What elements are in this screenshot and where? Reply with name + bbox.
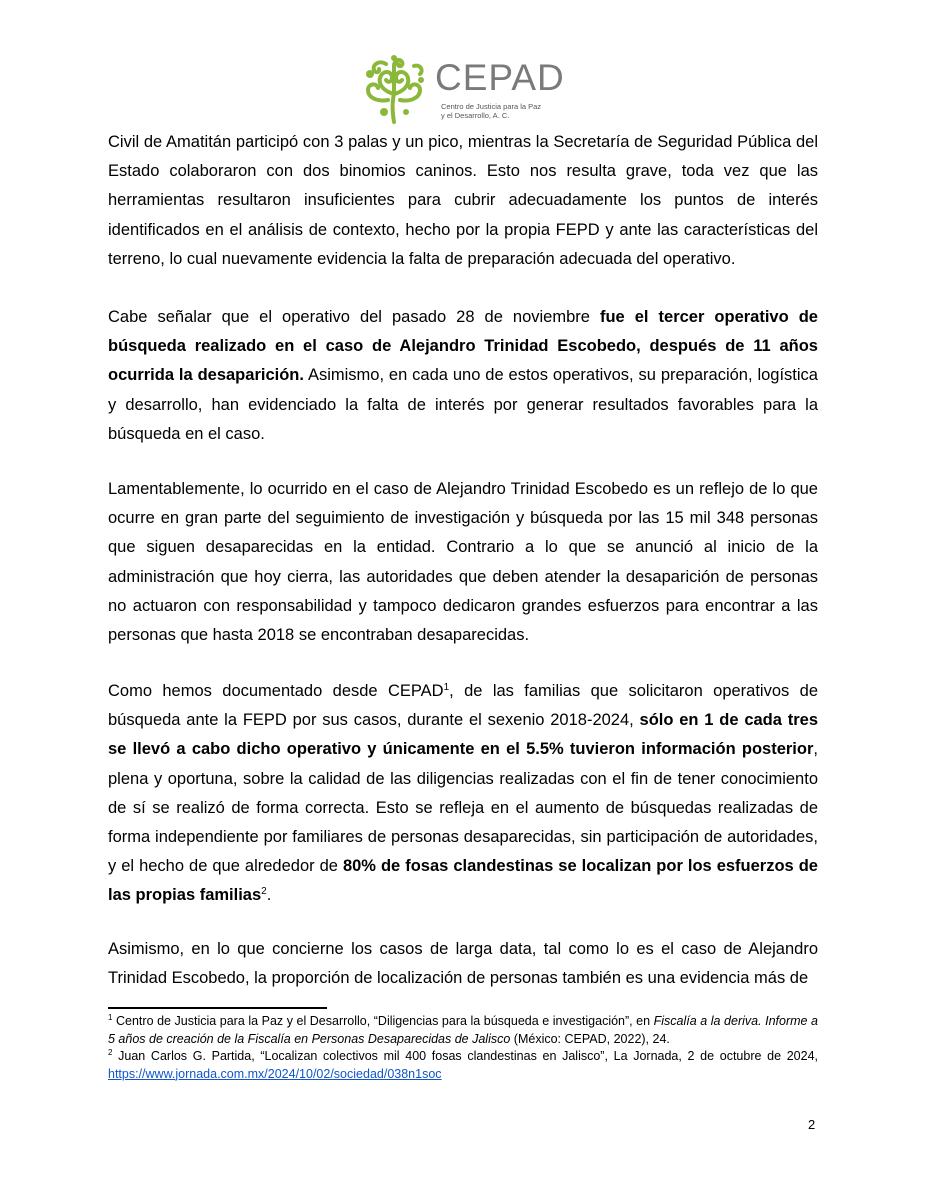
- paragraph-4-text-f: .: [266, 886, 272, 905]
- paragraph-4: [108, 677, 818, 911]
- footnote-2-number: 2: [108, 1048, 113, 1057]
- footnote-ref-1[interactable]: 1: [443, 682, 450, 693]
- footnote-1-number: 1: [108, 1013, 113, 1022]
- paragraph-3-text: Lamentablemente, lo ocurrido en el caso de Alejandro Trinidad Escobedo es un reflejo de lo que ocurre en gran parte del seguimiento de investigación y búsqueda por las 15 mil 348 personas que siguen desaparecidas en la entidad. Contrario a lo que se anunció al inicio de la administración que hoy cierra, las autoridades que deben atender la desaparición de personas no actuaron con responsabilidad y tampoco dedicaron grandes esfuerzos para encontrar a las personas que hasta 2018 se encontraban desaparecidas.: [108, 480, 818, 645]
- cepad-logo: [358, 52, 565, 124]
- footnote-2-link[interactable]: https://www.jornada.com.mx/2024/10/02/sociedad/038n1soc: [108, 1066, 442, 1081]
- logo-subtitle-line2: y el Desarrollo, A. C.: [441, 111, 510, 120]
- paragraph-1-text: Civil de Amatitán participó con 3 palas y un pico, mientras la Secretaría de Seguridad Pública del Estado colaboraron con dos binomios caninos. Esto nos resulta grave, toda vez que las herramientas resultaron insuficientes para cubrir adecuadamente los puntos de interés identificados en el análisis de contexto, hecho por la propia FEPD y ante las características del terreno, lo cual nuevamente evidencia la falta de preparación adecuada del operativo.: [108, 133, 818, 268]
- footnote-1-text-a: Centro de Justicia para la Paz y el Desarrollo, “Diligencias para la búsqueda e investigación”, en: [112, 1014, 654, 1028]
- logo-subtitle-line1: Centro de Justicia para la Paz: [441, 102, 542, 111]
- footnotes: [108, 1013, 818, 1083]
- paragraph-4-text-d: , plena y oportuna, sobre la calidad de las diligencias realizadas con el fin de tener conocimiento de sí se realizó de forma correcta. Esto se refleja en el aumento de búsquedas realizadas de forma independiente por familiares de personas desaparecidas, sin participación de autoridades, y el hecho de que alrededor de: [108, 740, 818, 876]
- paragraph-5: [108, 935, 818, 993]
- footnote-2: [108, 1048, 818, 1083]
- footnote-1-text-b: (México: CEPAD, 2022), 24.: [510, 1031, 670, 1046]
- footnote-1-italic: Fiscalía a la deriva. Informe a 5 años de creación de la Fiscalía en Personas Desaparecidas de Jalisco: [108, 1014, 818, 1046]
- paragraph-2-text-a: Cabe señalar que el operativo del pasado 28 de noviembre: [108, 308, 600, 326]
- paragraph-4-text-a: Como hemos documentado desde CEPAD: [108, 682, 444, 700]
- paragraph-4-bold-2: 80% de fosas clandestinas se localizan por los esfuerzos de las propias familias: [108, 857, 818, 905]
- footnote-divider: [108, 1007, 327, 1009]
- paragraph-3: [108, 475, 818, 650]
- logo-name: CEPAD: [435, 57, 565, 98]
- paragraph-2: [108, 303, 818, 449]
- paragraph-1: [108, 128, 818, 274]
- paragraph-5-text: Asimismo, en lo que concierne los casos de larga data, tal como lo es el caso de Alejandro Trinidad Escobedo, la proporción de localización de personas también es una evidencia más de: [108, 940, 818, 988]
- paragraph-4-text-b: , de las familias que solicitaron operativos de búsqueda ante la FEPD por sus casos, durante el sexenio 2018-2024,: [108, 682, 818, 730]
- paragraph-2-text-c: Asimismo, en cada uno de estos operativos, su preparación, logística y desarrollo, han evidenciado la falta de interés por generar resultados favorables para la búsqueda en el caso.: [108, 366, 818, 443]
- footnote-2-text-a: Juan Carlos G. Partida, “Localizan colectivos mil 400 fosas clandestinas en Jalisco”, La Jornada, 2 de octubre de 2024,: [112, 1049, 818, 1063]
- footnote-1: [108, 1013, 818, 1048]
- tree-logo-icon: [358, 52, 430, 124]
- page-number: 2: [808, 1117, 816, 1132]
- paragraph-2-bold: fue el tercer operativo de búsqueda realizado en el caso de Alejandro Trinidad Escobedo, después de 11 años ocurrida la desaparición.: [108, 308, 818, 385]
- footnote-ref-2[interactable]: 2: [261, 886, 267, 898]
- paragraph-4-bold-1: sólo en 1 de cada tres se llevó a cabo dicho operativo y únicamente en el 5.5% tuvieron información posterior: [108, 711, 818, 759]
